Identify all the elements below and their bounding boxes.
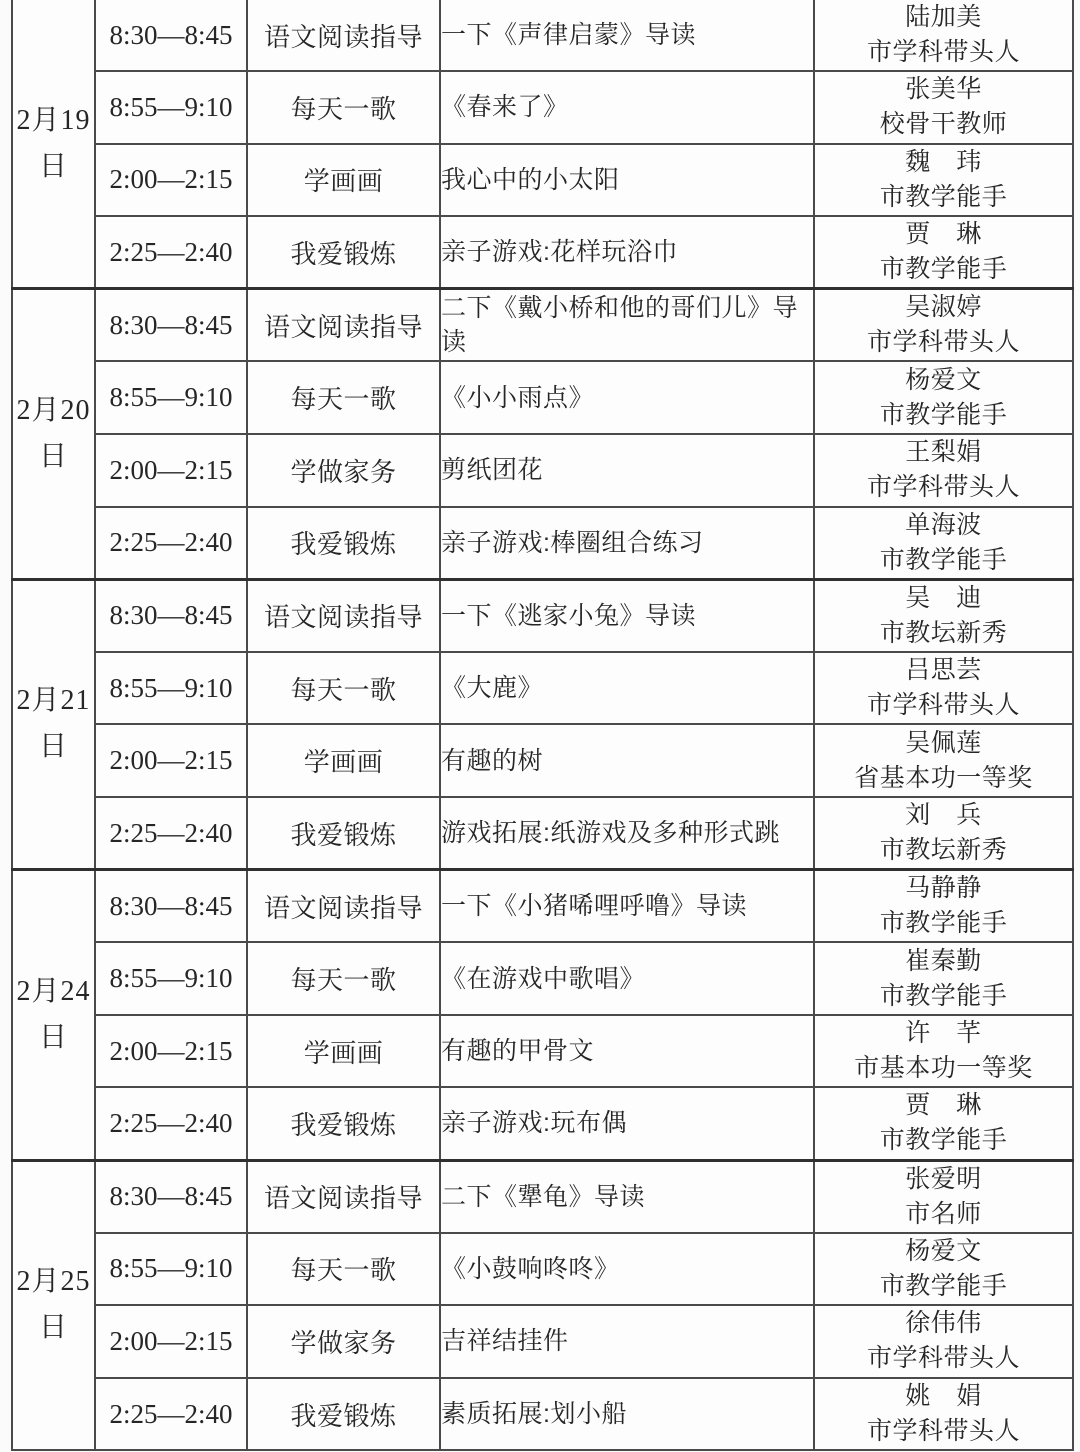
time-cell: 2:25—2:40: [95, 1087, 247, 1160]
teacher-cell: [814, 361, 1073, 434]
activity-cell: 语文阅读指导: [247, 870, 440, 943]
table-row: [12, 652, 1073, 725]
date-cell: [12, 870, 95, 1160]
teacher-cell: [814, 144, 1073, 217]
content-cell: 剪纸团花: [440, 434, 814, 507]
activity-cell: 每天一歌: [247, 1233, 440, 1306]
teacher-title: 市学科带头人: [866, 473, 1020, 502]
teacher-title: 市教学能手: [879, 545, 1008, 574]
teacher-name: 刘 兵: [905, 801, 982, 830]
time-cell: 8:30—8:45: [95, 0, 247, 71]
content-cell: 《春来了》: [440, 71, 814, 144]
content-cell: 亲子游戏:棒圈组合练习: [440, 507, 814, 580]
teacher-cell: [814, 724, 1073, 797]
content-cell: 《大鹿》: [440, 652, 814, 725]
teacher-title: 市教学能手: [879, 1126, 1008, 1155]
time-cell: 8:55—9:10: [95, 361, 247, 434]
teacher-name: 陆加美: [905, 3, 982, 32]
teacher-name: 张爱明: [905, 1164, 982, 1193]
teacher-title: 省基本功一等奖: [854, 763, 1033, 792]
teacher-title: 市教学能手: [879, 909, 1008, 938]
time-cell: 2:25—2:40: [95, 216, 247, 289]
table-row: [12, 507, 1073, 580]
table-row: [12, 1087, 1073, 1160]
time-cell: 2:00—2:15: [95, 1305, 247, 1378]
teacher-name: 吕思芸: [905, 656, 982, 685]
content-cell: 《在游戏中歌唱》: [440, 942, 814, 1015]
activity-cell: 我爱锻炼: [247, 216, 440, 289]
table-row: [12, 361, 1073, 434]
content-cell: 亲子游戏:花样玩浴巾: [440, 216, 814, 289]
date-line: 2月24: [16, 975, 91, 1007]
date-cell: [12, 1160, 95, 1450]
table-row: [12, 797, 1073, 870]
time-cell: 8:30—8:45: [95, 1160, 247, 1233]
time-cell: 8:55—9:10: [95, 1233, 247, 1306]
teacher-cell: [814, 870, 1073, 943]
time-cell: 2:25—2:40: [95, 507, 247, 580]
activity-cell: 语文阅读指导: [247, 0, 440, 71]
content-cell: 《小小雨点》: [440, 361, 814, 434]
teacher-title: 市教学能手: [879, 1271, 1008, 1300]
teacher-title: 市教坛新秀: [879, 618, 1008, 647]
teacher-name: 贾 琳: [905, 220, 982, 249]
date-line: 2月20: [16, 395, 91, 427]
teacher-cell: [814, 1160, 1073, 1233]
time-cell: 8:30—8:45: [95, 289, 247, 362]
teacher-title: 市教学能手: [879, 981, 1008, 1010]
table-row: [12, 1305, 1073, 1378]
table-row: [12, 579, 1073, 652]
date-line: 2月19: [16, 104, 91, 136]
activity-cell: 语文阅读指导: [247, 1160, 440, 1233]
content-cell: 有趣的树: [440, 724, 814, 797]
content-cell: 有趣的甲骨文: [440, 1015, 814, 1088]
time-cell: 8:55—9:10: [95, 71, 247, 144]
teacher-cell: [814, 434, 1073, 507]
table-row: [12, 1233, 1073, 1306]
teacher-cell: [814, 652, 1073, 725]
teacher-cell: [814, 0, 1073, 71]
activity-cell: 学画画: [247, 724, 440, 797]
content-cell: 吉祥结挂件: [440, 1305, 814, 1378]
teacher-cell: [814, 71, 1073, 144]
time-cell: 8:30—8:45: [95, 870, 247, 943]
teacher-cell: [814, 579, 1073, 652]
time-cell: 8:30—8:45: [95, 579, 247, 652]
teacher-cell: [814, 797, 1073, 870]
table-row: [12, 870, 1073, 943]
table-row: [12, 724, 1073, 797]
activity-cell: 我爱锻炼: [247, 507, 440, 580]
teacher-name: 张美华: [905, 75, 982, 104]
time-cell: 2:00—2:15: [95, 1015, 247, 1088]
teacher-title: 市学科带头人: [866, 328, 1020, 357]
content-cell: 亲子游戏:玩布偶: [440, 1087, 814, 1160]
activity-cell: 每天一歌: [247, 652, 440, 725]
teacher-title: 校骨干教师: [879, 110, 1008, 139]
content-cell: 一下《小猪唏哩呼噜》导读: [440, 870, 814, 943]
date-line: 日: [38, 1021, 68, 1053]
activity-cell: 学画画: [247, 1015, 440, 1088]
table-row: [12, 289, 1073, 362]
activity-cell: 语文阅读指导: [247, 579, 440, 652]
time-cell: 2:00—2:15: [95, 434, 247, 507]
date-line: 2月21: [16, 685, 91, 717]
content-cell: 我心中的小太阳: [440, 144, 814, 217]
teacher-title: 市教学能手: [879, 182, 1008, 211]
activity-cell: 学做家务: [247, 434, 440, 507]
table-row: [12, 1015, 1073, 1088]
teacher-name: 徐伟伟: [905, 1309, 982, 1338]
table-row: [12, 144, 1073, 217]
teacher-cell: [814, 1378, 1073, 1451]
teacher-title: 市学科带头人: [866, 38, 1020, 67]
teacher-title: 市基本功一等奖: [854, 1054, 1033, 1083]
date-cell: [12, 0, 95, 289]
activity-cell: 学画画: [247, 144, 440, 217]
time-cell: 2:00—2:15: [95, 724, 247, 797]
teacher-title: 市教学能手: [879, 255, 1008, 284]
time-cell: 8:55—9:10: [95, 652, 247, 725]
teacher-title: 市学科带头人: [866, 1344, 1020, 1373]
activity-cell: 每天一歌: [247, 942, 440, 1015]
teacher-name: 王梨娟: [905, 438, 982, 467]
teacher-cell: [814, 942, 1073, 1015]
content-cell: 素质拓展:划小船: [440, 1378, 814, 1451]
teacher-cell: [814, 1233, 1073, 1306]
time-cell: 2:25—2:40: [95, 797, 247, 870]
teacher-cell: [814, 1305, 1073, 1378]
content-cell: 一下《声律启蒙》导读: [440, 0, 814, 71]
table-row: [12, 434, 1073, 507]
teacher-cell: [814, 216, 1073, 289]
activity-cell: 语文阅读指导: [247, 289, 440, 362]
time-cell: 2:00—2:15: [95, 144, 247, 217]
teacher-name: 崔秦勤: [905, 946, 982, 975]
teacher-name: 许 芊: [905, 1019, 982, 1048]
teacher-title: 市学科带头人: [866, 691, 1020, 720]
teacher-name: 吴淑婷: [905, 293, 982, 322]
content-cell: 一下《逃家小兔》导读: [440, 579, 814, 652]
teacher-name: 魏 玮: [905, 147, 982, 176]
date-line: 2月25: [16, 1266, 91, 1298]
teacher-name: 吴 迪: [905, 583, 982, 612]
time-cell: 8:55—9:10: [95, 942, 247, 1015]
date-cell: [12, 579, 95, 869]
teacher-name: 贾 琳: [905, 1091, 982, 1120]
teacher-name: 杨爱文: [905, 365, 982, 394]
teacher-title: 市学科带头人: [866, 1417, 1020, 1446]
teacher-cell: [814, 1015, 1073, 1088]
teacher-name: 马静静: [905, 874, 982, 903]
activity-cell: 学做家务: [247, 1305, 440, 1378]
teacher-cell: [814, 289, 1073, 362]
table-row: [12, 216, 1073, 289]
teacher-title: 市教学能手: [879, 400, 1008, 429]
date-line: 日: [38, 1312, 68, 1344]
activity-cell: 我爱锻炼: [247, 797, 440, 870]
teacher-name: 吴佩莲: [905, 728, 982, 757]
content-cell: 二下《犟龟》导读: [440, 1160, 814, 1233]
activity-cell: 每天一歌: [247, 361, 440, 434]
table-row: [12, 942, 1073, 1015]
activity-cell: 我爱锻炼: [247, 1087, 440, 1160]
content-cell: 游戏拓展:纸游戏及多种形式跳: [440, 797, 814, 870]
activity-cell: 我爱锻炼: [247, 1378, 440, 1451]
table-row: [12, 1160, 1073, 1233]
table-row: [12, 0, 1073, 71]
activity-cell: 每天一歌: [247, 71, 440, 144]
date-line: 日: [38, 150, 68, 182]
teacher-title: 市名师: [905, 1199, 982, 1228]
date-line: 日: [38, 731, 68, 763]
table-row: [12, 1378, 1073, 1451]
content-cell: 《小鼓响咚咚》: [440, 1233, 814, 1306]
date-cell: [12, 289, 95, 579]
schedule-table: [11, 0, 1074, 1451]
content-cell: 二下《戴小桥和他的哥们儿》导读: [440, 289, 814, 362]
teacher-name: 姚 娟: [905, 1382, 982, 1411]
teacher-cell: [814, 1087, 1073, 1160]
teacher-title: 市教坛新秀: [879, 836, 1008, 865]
teacher-cell: [814, 507, 1073, 580]
teacher-name: 单海波: [905, 510, 982, 539]
table-row: [12, 71, 1073, 144]
teacher-name: 杨爱文: [905, 1236, 982, 1265]
time-cell: 2:25—2:40: [95, 1378, 247, 1451]
date-line: 日: [38, 441, 68, 473]
